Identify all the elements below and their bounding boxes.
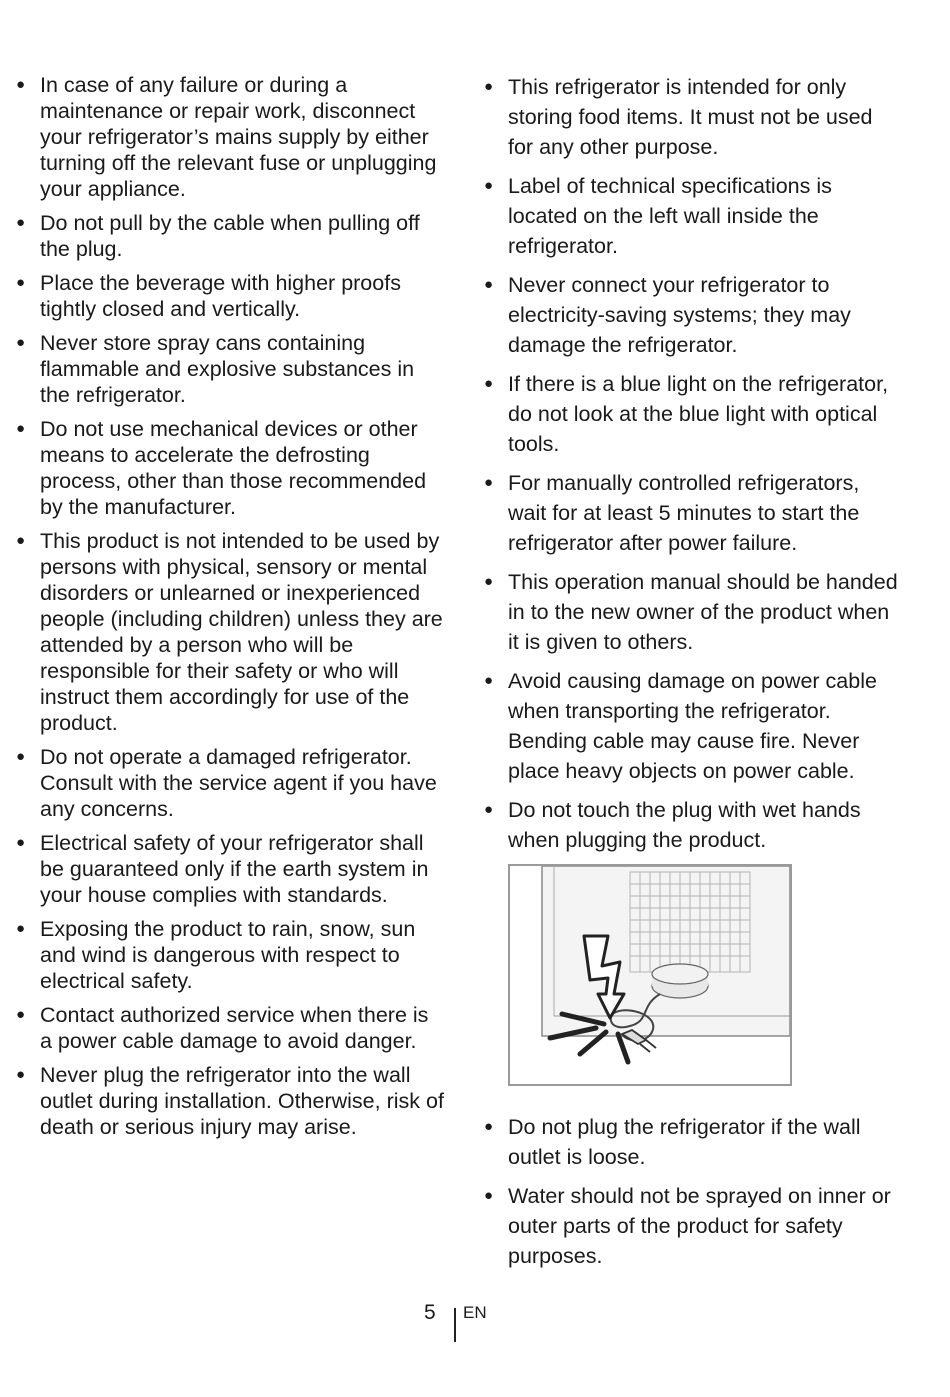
- list-item: [482, 369, 902, 459]
- bullet-icon: ●: [16, 334, 26, 351]
- list-item-text: Label of technical specifications is located on the left wall inside the refrigerator.: [508, 174, 832, 258]
- page-footer: [0, 1300, 950, 1344]
- bullet-icon: ●: [16, 920, 26, 937]
- list-item-text: Do not plug the refrigerator if the wall outlet is loose.: [508, 1115, 861, 1169]
- list-item-text: This operation manual should be handed in to the new owner of the product when it is given to others.: [508, 570, 898, 654]
- bullet-icon: ●: [16, 1066, 26, 1083]
- list-item: [14, 916, 446, 994]
- footer-divider: [454, 1308, 456, 1342]
- list-item: [482, 567, 902, 657]
- list-item-text: Never store spray cans containing flammable and explosive substances in the refrigerator.: [40, 331, 415, 407]
- bullet-icon: ●: [484, 276, 494, 293]
- list-item: [482, 72, 902, 162]
- bullet-icon: ●: [16, 1006, 26, 1023]
- list-item-text: For manually controlled refrigerators, wait for at least 5 minutes to start the refrigerator after power failure.: [508, 471, 860, 555]
- list-item-text: Water should not be sprayed on inner or outer parts of the product for safety purposes.: [508, 1184, 891, 1268]
- bullet-icon: ●: [16, 748, 26, 765]
- list-item-text: Contact authorized service when there is a power cable damage to avoid danger.: [40, 1003, 429, 1053]
- bullet-icon: ●: [484, 573, 494, 590]
- list-item: [14, 830, 446, 908]
- list-item: [14, 528, 446, 736]
- bullet-icon: ●: [484, 1187, 494, 1204]
- list-item: [482, 1112, 902, 1172]
- list-item: [14, 72, 446, 202]
- list-item-text: This product is not intended to be used by persons with physical, sensory or mental disorders or unlearned or inexperienced people (including children) unless they are attended by a person who will be responsible for their safety or who will instruct them accordingly for use of the product.: [40, 529, 443, 735]
- list-item-text: Avoid causing damage on power cable when transporting the refrigerator. Bending cable may cause fire. Never place heavy objects on power cable.: [508, 669, 877, 783]
- list-item-text: Do not touch the plug with wet hands when plugging the product.: [508, 798, 861, 852]
- bullet-icon: ●: [484, 1118, 494, 1135]
- left-column: [14, 72, 446, 1148]
- bullet-icon: ●: [16, 214, 26, 231]
- list-item: [482, 795, 902, 855]
- list-item: [482, 666, 902, 786]
- list-item: [482, 468, 902, 558]
- bullet-icon: ●: [484, 375, 494, 392]
- page-number: 5: [424, 1301, 436, 1324]
- list-item-text: Exposing the product to rain, snow, sun and wind is dangerous with respect to electrical safety.: [40, 917, 416, 993]
- bullet-icon: ●: [484, 801, 494, 818]
- bullet-icon: ●: [16, 532, 26, 549]
- bullet-icon: ●: [16, 274, 26, 291]
- wet-hands-plug-warning-illustration: [508, 864, 792, 1086]
- list-item: [14, 744, 446, 822]
- bullet-icon: ●: [16, 76, 26, 93]
- list-item: [14, 210, 446, 262]
- bullet-icon: ●: [16, 420, 26, 437]
- list-item-text: In case of any failure or during a maintenance or repair work, disconnect your refrigerator’s mains supply by either turning off the relevant fuse or unplugging your appliance.: [40, 73, 437, 201]
- bullet-icon: ●: [484, 672, 494, 689]
- right-bullet-list-top: [482, 72, 902, 855]
- list-item-text: Never plug the refrigerator into the wall outlet during installation. Otherwise, risk of death or serious injury may arise.: [40, 1063, 444, 1139]
- list-item-text: Electrical safety of your refrigerator shall be guaranteed only if the earth system in your house complies with standards.: [40, 831, 429, 907]
- list-item-text: Do not use mechanical devices or other means to accelerate the defrosting process, other than those recommended by the manufacturer.: [40, 417, 427, 519]
- bullet-icon: ●: [484, 177, 494, 194]
- language-code: EN: [463, 1303, 487, 1322]
- list-item: [482, 171, 902, 261]
- left-bullet-list: [14, 72, 446, 1140]
- right-bullet-list-bottom: [482, 1112, 902, 1271]
- list-item-text: Never connect your refrigerator to electricity-saving systems; they may damage the refrigerator.: [508, 273, 851, 357]
- bullet-icon: ●: [484, 78, 494, 95]
- list-item-text: Do not operate a damaged refrigerator. Consult with the service agent if you have any concerns.: [40, 745, 437, 821]
- list-item: [482, 1181, 902, 1271]
- bullet-icon: ●: [484, 474, 494, 491]
- right-column: [482, 72, 902, 1280]
- list-item: [14, 270, 446, 322]
- list-item-text: This refrigerator is intended for only storing food items. It must not be used for any other purpose.: [508, 75, 873, 159]
- list-item: [14, 1062, 446, 1140]
- list-item-text: If there is a blue light on the refrigerator, do not look at the blue light with optical tools.: [508, 372, 889, 456]
- bullet-icon: ●: [16, 834, 26, 851]
- refrigerator-back-plug-icon: [510, 866, 790, 1084]
- list-item: [482, 270, 902, 360]
- list-item: [14, 416, 446, 520]
- list-item-text: Place the beverage with higher proofs tightly closed and vertically.: [40, 271, 401, 321]
- list-item-text: Do not pull by the cable when pulling off the plug.: [40, 211, 420, 261]
- list-item: [14, 1002, 446, 1054]
- list-item: [14, 330, 446, 408]
